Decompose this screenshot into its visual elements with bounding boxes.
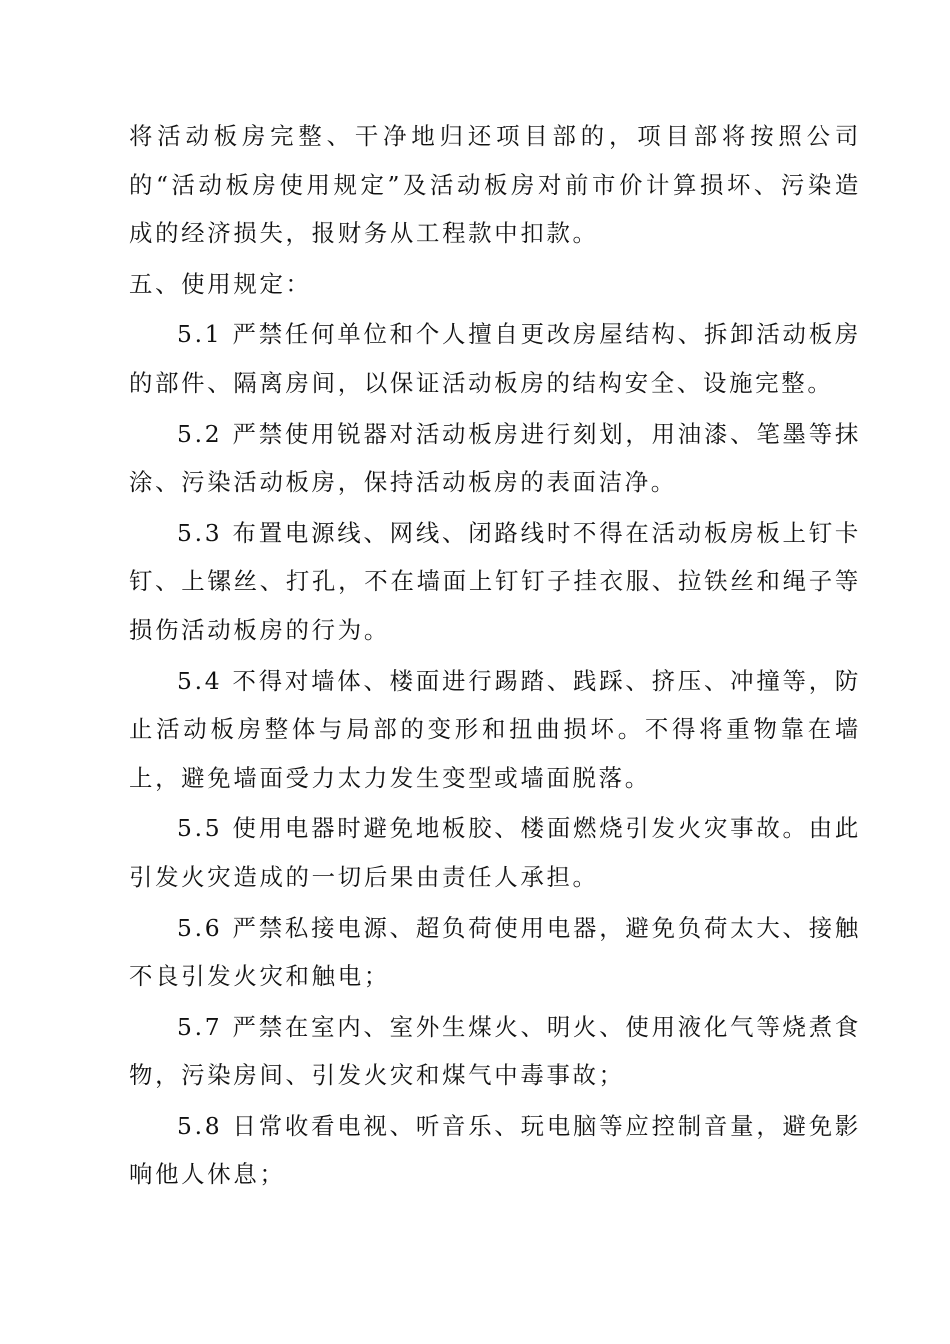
paragraph-return-housing: 将活动板房完整、干净地归还项目部的，项目部将按照公司的“活动板房使用规定”及活动板房对前市价计算损坏、污染造成的经济损失，报财务从工程款中扣款。 (129, 122, 861, 248)
rule-5-4: 5.4 不得对墙体、楼面进行踢踏、践踩、挤压、冲撞等，防止活动板房整体与局部的变形和扭曲损坏。不得将重物靠在墙上，避免墙面受力太力发生变型或墙面脱落。 (129, 666, 861, 792)
rule-5-7: 5.7 严禁在室内、室外生煤火、明火、使用液化气等烧煮食物，污染房间、引发火灾和煤气中毒事故； (129, 1012, 861, 1090)
rule-5-5: 5.5 使用电器时避免地板胶、楼面燃烧引发火灾事故。由此引发火灾造成的一切后果由责任人承担。 (129, 814, 861, 891)
rule-5-6: 5.6 严禁私接电源、超负荷使用电器，避免负荷太大、接触不良引发火灾和触电； (129, 913, 861, 991)
document-body (129, 112, 861, 1201)
rule-5-8: 5.8 日常收看电视、听音乐、玩电脑等应控制音量，避免影响他人休息； (129, 1111, 861, 1189)
rule-5-2: 5.2 严禁使用锐器对活动板房进行刻划，用油漆、笔墨等抹涂、污染活动板房，保持活动板房的表面洁净。 (129, 419, 861, 497)
rule-5-3: 5.3 布置电源线、网线、闭路线时不得在活动板房板上钉卡钉、上镙丝、打孔，不在墙面上钉钉子挂衣服、拉铁丝和绳子等损伤活动板房的行为。 (129, 518, 861, 644)
section-heading-usage-rules: 五、使用规定： (129, 269, 312, 298)
rule-5-1: 5.1 严禁任何单位和个人擅自更改房屋结构、拆卸活动板房的部件、隔离房间，以保证活动板房的结构安全、设施完整。 (129, 320, 861, 397)
